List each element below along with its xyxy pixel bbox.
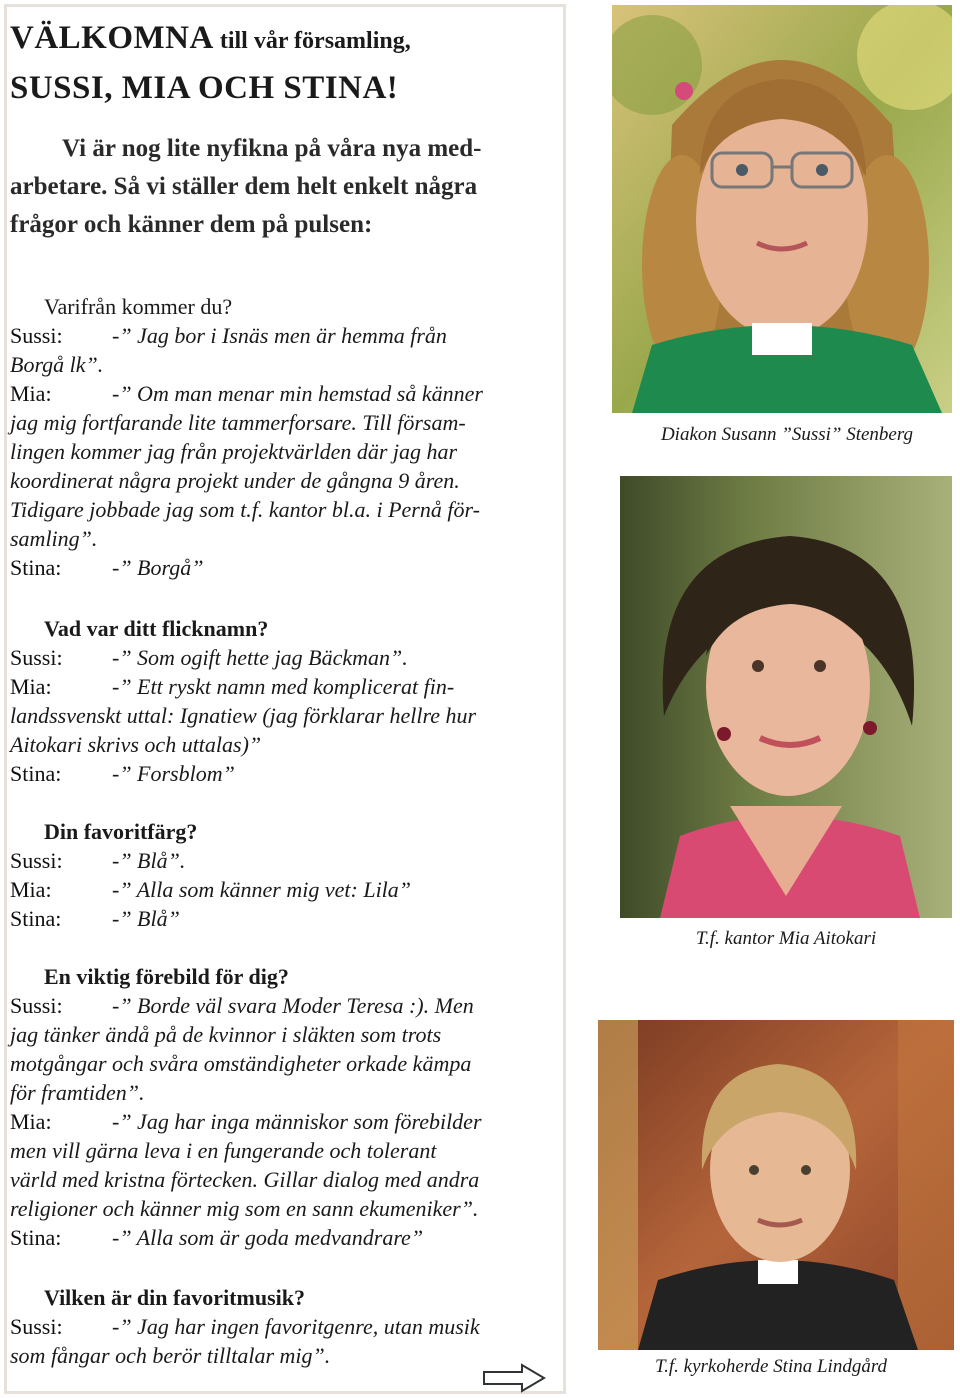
answer-line: Borgå lk”. bbox=[10, 352, 104, 377]
caption-sussi: Diakon Susann ”Sussi” Stenberg bbox=[660, 424, 914, 445]
speaker-label: Mia: bbox=[10, 674, 52, 699]
photo-stina-lindgard bbox=[598, 1020, 954, 1350]
answer-line: motgångar och svåra omständigheter orkade kämpa bbox=[10, 1051, 472, 1076]
answer-line: -” Om man menar min hemstad så känner bbox=[112, 381, 483, 406]
answer-line: -” Jag har inga människor som förebilder bbox=[112, 1109, 482, 1134]
answer-line: som fångar och berör tilltalar mig”. bbox=[10, 1343, 331, 1368]
qa-section-favorite-music bbox=[10, 1283, 558, 1370]
answer-sussi bbox=[10, 1312, 558, 1370]
caption-mia: T.f. kantor Mia Aitokari bbox=[695, 928, 877, 949]
speaker-label: Sussi: bbox=[10, 323, 63, 348]
headline bbox=[10, 14, 411, 111]
intro-line: Vi är nog lite nyfikna på våra nya med- bbox=[62, 135, 482, 162]
photo-sussi-stenberg bbox=[612, 5, 952, 413]
qa-section-role-model bbox=[10, 962, 558, 1252]
speaker-label: Stina: bbox=[10, 761, 62, 786]
answer-line: lingen kommer jag från projektvärlden där jag har bbox=[10, 439, 458, 464]
answer-line: -” Som ogift hette jag Bäckman”. bbox=[112, 645, 408, 670]
question: Vad var ditt flicknamn? bbox=[44, 616, 269, 641]
speaker-label: Mia: bbox=[10, 1109, 52, 1134]
answer-stina bbox=[10, 759, 558, 788]
arrow-right-icon bbox=[482, 1362, 546, 1394]
answer-line: landssvenskt uttal: Ignatiew (jag förklarar hellre hur bbox=[10, 703, 477, 728]
speaker-label: Stina: bbox=[10, 906, 62, 931]
answer-stina bbox=[10, 1223, 558, 1252]
intro-line: frågor och känner dem på pulsen: bbox=[10, 211, 373, 238]
answer-line: jag tänker ändå på de kvinnor i släkten som trots bbox=[10, 1022, 442, 1047]
answer-line: samling”. bbox=[10, 526, 98, 551]
headline-subtitle: till vår församling, bbox=[213, 28, 411, 54]
answer-line: -” Alla som känner mig vet: Lila” bbox=[112, 877, 412, 902]
answer-stina bbox=[10, 553, 558, 582]
qa-section-origin bbox=[10, 292, 558, 582]
headline-welcome: VÄLKOMNA bbox=[10, 20, 214, 56]
qa-section-maiden-name bbox=[10, 614, 558, 788]
answer-line: Tidigare jobbade jag som t.f. kantor bl.a. i Pernå för- bbox=[10, 497, 480, 522]
answer-stina bbox=[10, 904, 558, 933]
photo-mia-aitokari bbox=[620, 476, 952, 918]
answer-line: men vill gärna leva i en fungerande och tolerant bbox=[10, 1138, 437, 1163]
answer-line: jag mig fortfarande lite tammerforsare. Till försam- bbox=[10, 410, 466, 435]
answer-line: religioner och känner mig som en sann ekumeniker”. bbox=[10, 1196, 479, 1221]
answer-line: värld med kristna förtecken. Gillar dialog med andra bbox=[10, 1167, 480, 1192]
qa-section-favorite-color bbox=[10, 817, 558, 933]
answer-line: -” Forsblom” bbox=[112, 761, 235, 786]
caption-stina: T.f. kyrkoherde Stina Lindgård bbox=[654, 1356, 888, 1377]
answer-mia bbox=[10, 875, 558, 904]
answer-sussi bbox=[10, 321, 558, 379]
speaker-label: Sussi: bbox=[10, 1314, 63, 1339]
question: Din favoritfärg? bbox=[44, 819, 198, 844]
answer-sussi bbox=[10, 991, 558, 1107]
speaker-label: Stina: bbox=[10, 1225, 62, 1250]
answer-line: -” Jag har ingen favoritgenre, utan musik bbox=[112, 1314, 480, 1339]
question: Vilken är din favoritmusik? bbox=[44, 1285, 305, 1310]
answer-mia bbox=[10, 672, 558, 759]
answer-mia bbox=[10, 1107, 558, 1223]
speaker-label: Sussi: bbox=[10, 848, 63, 873]
answer-line: -” Borgå” bbox=[112, 555, 204, 580]
headline-names: SUSSI, MIA OCH STINA! bbox=[10, 70, 399, 106]
speaker-label: Mia: bbox=[10, 381, 52, 406]
intro-paragraph bbox=[10, 130, 555, 244]
answer-line: -” Blå”. bbox=[112, 848, 186, 873]
answer-line: för framtiden”. bbox=[10, 1080, 145, 1105]
intro-line: arbetare. Så vi ställer dem helt enkelt några bbox=[10, 173, 478, 200]
speaker-label: Stina: bbox=[10, 555, 62, 580]
question: En viktig förebild för dig? bbox=[44, 964, 289, 989]
answer-line: Aitokari skrivs och uttalas)” bbox=[10, 732, 262, 757]
answer-line: -” Alla som är goda medvandrare” bbox=[112, 1225, 424, 1250]
speaker-label: Sussi: bbox=[10, 993, 63, 1018]
answer-line: -” Blå” bbox=[112, 906, 180, 931]
answer-line: -” Ett ryskt namn med komplicerat fin- bbox=[112, 674, 455, 699]
answer-line: -” Borde väl svara Moder Teresa :). Men bbox=[112, 993, 474, 1018]
answer-line: koordinerat några projekt under de gångna 9 åren. bbox=[10, 468, 460, 493]
answer-sussi bbox=[10, 846, 558, 875]
speaker-label: Mia: bbox=[10, 877, 52, 902]
question: Varifrån kommer du? bbox=[44, 294, 233, 319]
speaker-label: Sussi: bbox=[10, 645, 63, 670]
answer-sussi bbox=[10, 643, 558, 672]
answer-line: -” Jag bor i Isnäs men är hemma från bbox=[112, 323, 447, 348]
answer-mia bbox=[10, 379, 558, 553]
